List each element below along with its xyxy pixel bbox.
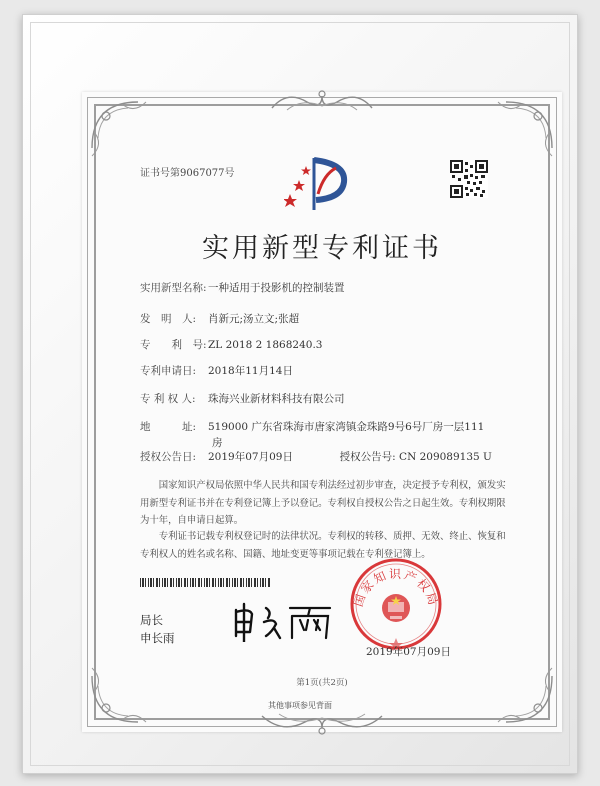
- official-seal-icon: [348, 556, 444, 652]
- director-name: 申长雨: [140, 631, 175, 645]
- bottom-ornament-icon: [257, 710, 387, 736]
- field-patent-number: [140, 337, 322, 352]
- outer-border: [87, 97, 557, 727]
- barcode-icon: [140, 578, 270, 587]
- qr-code-icon: [450, 160, 488, 198]
- field-value: 2018年11月14日: [208, 365, 293, 377]
- address-continuation: 房: [212, 437, 223, 449]
- corner-ornament-icon: [88, 98, 148, 158]
- cnipa-logo-icon: [284, 154, 348, 214]
- page-number: 第1页(共2页): [296, 678, 348, 688]
- certificate-number: 证书号第9067077号: [140, 168, 235, 179]
- svg-text:国家知识产权局: [351, 567, 441, 609]
- field-value: ZL 2018 2 1868240.3: [208, 339, 323, 351]
- field-label: 实用新型名称:: [140, 282, 207, 294]
- field-value: 肖新元;汤立文;张超: [208, 313, 300, 325]
- field-label: 专 利 权 人:: [140, 393, 196, 405]
- statement-paragraph: 国家知识产权局依照中华人民共和国专利法经过初步审查，决定授予专利权，颁发实用新型专利证书并在专利登记簿上予以登记。专利权自授权公告之日起生效。专利权期限为十年，自申请日起算。: [140, 480, 506, 526]
- director-title: 局长: [140, 613, 163, 627]
- field-value: 519000 广东省珠海市唐家湾镇金珠路9号6号厂房一层111: [208, 421, 485, 433]
- announcement-label: 授权公告号:: [339, 451, 396, 463]
- field-label: 专 利 号:: [140, 339, 207, 351]
- field-utility-model-name: [140, 280, 345, 295]
- inner-border: [94, 104, 550, 720]
- field-application-date: [140, 363, 293, 378]
- field-grant-date: [140, 449, 492, 464]
- handwritten-signature-icon: [230, 602, 340, 642]
- field-label: 专利申请日:: [140, 365, 197, 377]
- field-address: [140, 419, 484, 434]
- certificate-frame: [22, 14, 578, 774]
- field-label: 发 明 人:: [140, 313, 197, 325]
- certificate-paper: [82, 92, 562, 732]
- corner-ornament-icon: [88, 666, 148, 726]
- seal-date: 2019年07月09日: [366, 646, 451, 658]
- field-label: 地 址:: [140, 421, 197, 433]
- field-value: 珠海兴业新材料科技有限公司: [208, 393, 345, 405]
- announcement-number: CN 209089135 U: [399, 451, 492, 463]
- corner-ornament-icon: [496, 666, 556, 726]
- field-value: 一种适用于投影机的控制装置: [208, 282, 345, 294]
- field-inventors: [140, 311, 299, 326]
- field-label: 授权公告日:: [140, 451, 197, 463]
- field-value: 2019年07月09日: [208, 451, 293, 463]
- footer-note: 其他事项参见背面: [268, 701, 332, 710]
- field-patentee: [140, 391, 345, 406]
- statement-paragraph: 专利证书记载专利权登记时的法律状况。专利权的转移、质押、无效、终止、恢复和专利权人的姓名或名称、国籍、地址变更等事项记载在专利登记簿上。: [140, 531, 506, 560]
- top-ornament-icon: [267, 88, 377, 114]
- certificate-title: 实用新型专利证书: [202, 233, 442, 264]
- corner-ornament-icon: [496, 98, 556, 158]
- seal-text: 国家知识产权局: [351, 566, 441, 609]
